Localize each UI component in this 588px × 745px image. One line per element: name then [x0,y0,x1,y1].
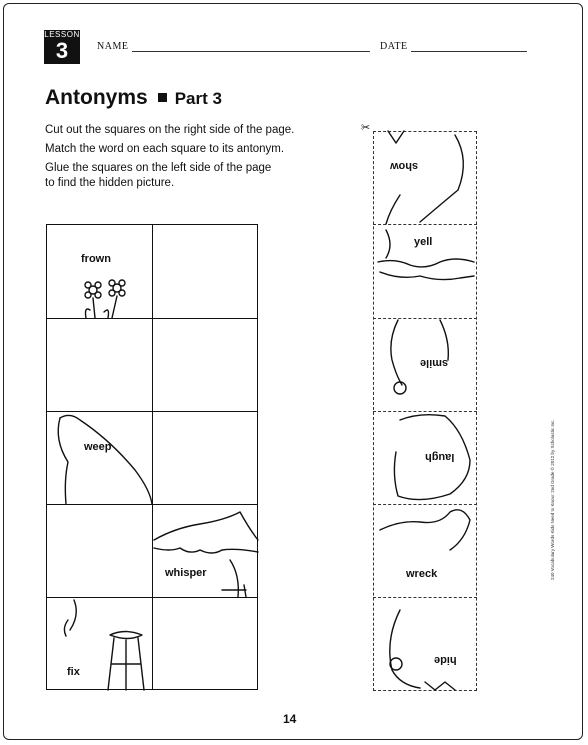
strip-word-smile: smile [420,357,449,369]
title-part: Part 3 [174,89,222,108]
lesson-number: 3 [55,38,69,63]
strip-word-wreck: wreck [406,568,438,580]
flower-icon [85,280,125,318]
instruction-line-2: Match the word on each square to its antonym. [45,143,285,155]
grid-word-fix: fix [67,666,80,678]
copyright-credit: 240 Vocabulary Words Kids Need to Know: 2nd Grade © 2012 by Scholastic Inc. [550,419,555,580]
page-number: 14 [283,712,297,726]
date-label: DATE [380,41,408,52]
instruction-line-3: Glue the squares on the left side of the page [45,162,272,174]
strip-word-yell: yell [414,236,433,248]
instruction-line-4: to find the hidden picture. [45,177,175,189]
title-main: Antonyms [45,86,148,109]
lesson-label: LESSON [44,30,80,39]
strip-word-laugh: laugh [425,451,455,463]
grid-word-weep: weep [84,441,112,453]
grid-word-frown: frown [81,253,111,265]
scissors-icon: ✂ [361,121,371,134]
strip-word-show: show [390,160,419,172]
strip-word-hide: hide [434,654,457,666]
instruction-line-1: Cut out the squares on the right side of the page. [45,124,295,136]
character-outline [60,415,152,504]
name-label: NAME [97,41,129,52]
grid-word-whisper: whisper [165,567,207,579]
